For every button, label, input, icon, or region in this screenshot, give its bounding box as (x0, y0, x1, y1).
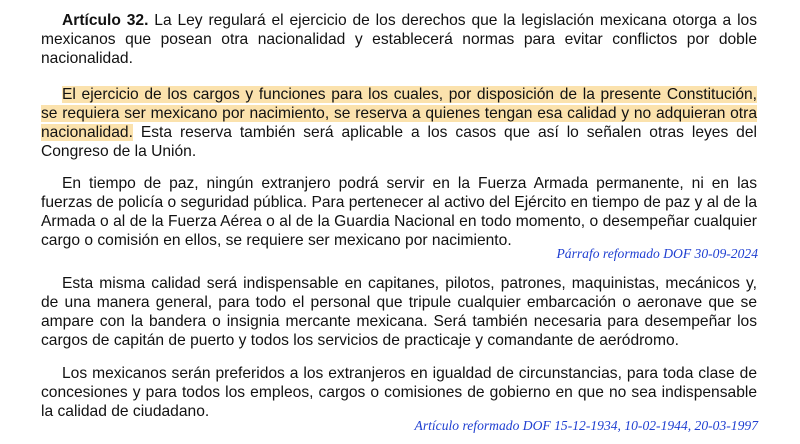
paragraph-1-text: La Ley regulará el ejercicio de los derechos que la legislación mexicana otorga a los mexicanos que posean otra nacionalidad y establecerá normas para evitar conflictos por doble nacionalidad. (41, 12, 758, 67)
paragraph-3 (41, 174, 757, 250)
highlighted-text: El ejercicio de los cargos y funciones para los cuales, por disposición de la presente Constitución, se requiera ser mexicano por nacimiento, se reserva a quienes tengan esa calidad y no adquieran otra nacionalidad. (41, 86, 757, 141)
paragraph-4 (41, 274, 757, 350)
paragraph-4-text: Esta misma calidad será indispensable en capitanes, pilotos, patrones, maquinistas, mecánicos y, de una manera general, para todo el personal que tripule cualquier embarcación o aeronave que se ampare con la bandera o insignia mercante mexicana. Será también necesaria para desempeñar los cargos de capitán de puerto y todos los servicios de practicaje y comandante de aeródromo. (41, 275, 757, 349)
article-heading: Artículo 32. (62, 12, 149, 29)
paragraph-2 (41, 85, 757, 161)
paragraph-5 (41, 364, 757, 421)
paragraph-2-text: Esta reserva también será aplicable a los casos que así lo señalen otras leyes del Congreso de la Unión. (41, 124, 757, 160)
paragraph-1 (41, 11, 757, 68)
paragraph-3-text: En tiempo de paz, ningún extranjero podrá servir en la Fuerza Armada permanente, ni en las fuerzas de policía o seguridad pública. Para pertenecer al activo del Ejército en tiempo de paz y al de la Armada o al de la Fuerza Aérea o al de la Guardia Nacional en todo momento, o desempeñar cualquier cargo o comisión en ellos, se requiere ser mexicano por nacimiento. (41, 175, 758, 249)
reform-note-1: Párrafo reformado DOF 30-09-2024 (556, 246, 758, 261)
reform-note-2: Artículo reformado DOF 15-12-1934, 10-02-1944, 20-03-1997 (414, 418, 758, 433)
paragraph-5-text: Los mexicanos serán preferidos a los extranjeros en igualdad de circunstancias, para toda clase de concesiones y para todos los empleos, cargos o comisiones de gobierno en que no sea indispensable la calidad de ciudadano. (41, 365, 757, 420)
